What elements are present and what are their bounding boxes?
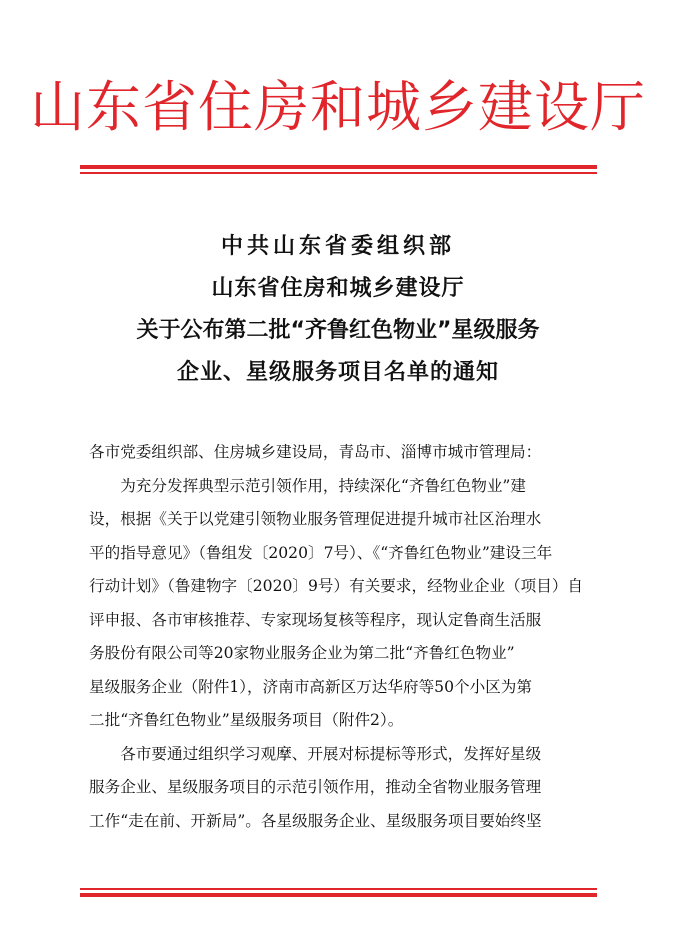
letterhead-divider-thick: [80, 165, 597, 169]
body-line: 行动计划》（鲁建物字〔2020〕9号）有关要求，经物业企业（项目）自: [89, 577, 584, 595]
salutation-line: 各市党委组织部、住房城乡建设局，青岛市、淄博市城市管理局：: [89, 443, 542, 461]
subject-line-3: 关于公布第二批“齐鲁红色物业”星级服务: [136, 318, 540, 343]
body-line: 二批“齐鲁红色物业”星级服务项目（附件2）。: [89, 711, 404, 729]
body-line: 工作“走在前、开新局”。各星级服务企业、星级服务项目要始终坚: [89, 812, 542, 830]
body-line: 评申报、各市审核推荐、专家现场复核等程序，现认定鲁商生活服: [89, 611, 542, 629]
subject-line-2: 山东省住房和城乡建设厅: [211, 276, 465, 301]
body-line: 为充分发挥典型示范引领作用，持续深化“齐鲁红色物业”建: [89, 477, 526, 495]
body-line: 务股份有限公司等20家物业服务企业为第二批“齐鲁红色物业”: [89, 644, 515, 662]
subject-line-1: 中共山东省委组织部: [220, 234, 455, 259]
body-line: 各市要通过组织学习观摩、开展对标提标等形式，发挥好星级: [89, 745, 542, 763]
footer-divider-thick: [80, 893, 597, 897]
body-line: 星级服务企业（附件1），济南市高新区万达华府等50个小区为第: [89, 678, 532, 696]
letterhead-divider-thin: [80, 172, 597, 174]
footer-divider-thin: [80, 888, 597, 890]
subject-line-4: 企业、星级服务项目名单的通知: [176, 360, 499, 385]
body-line: 服务企业、星级服务项目的示范引领作用，推动全省物业服务管理: [89, 778, 542, 796]
body-line: 设，根据《关于以党建引领物业服务管理促进提升城市社区治理水: [89, 510, 542, 528]
body-line: 平的指导意见》（鲁组发〔2020〕7号）、《“齐鲁红色物业”建设三年: [89, 544, 553, 562]
agency-letterhead-title: 山东省住房和城乡建设厅: [29, 75, 646, 139]
